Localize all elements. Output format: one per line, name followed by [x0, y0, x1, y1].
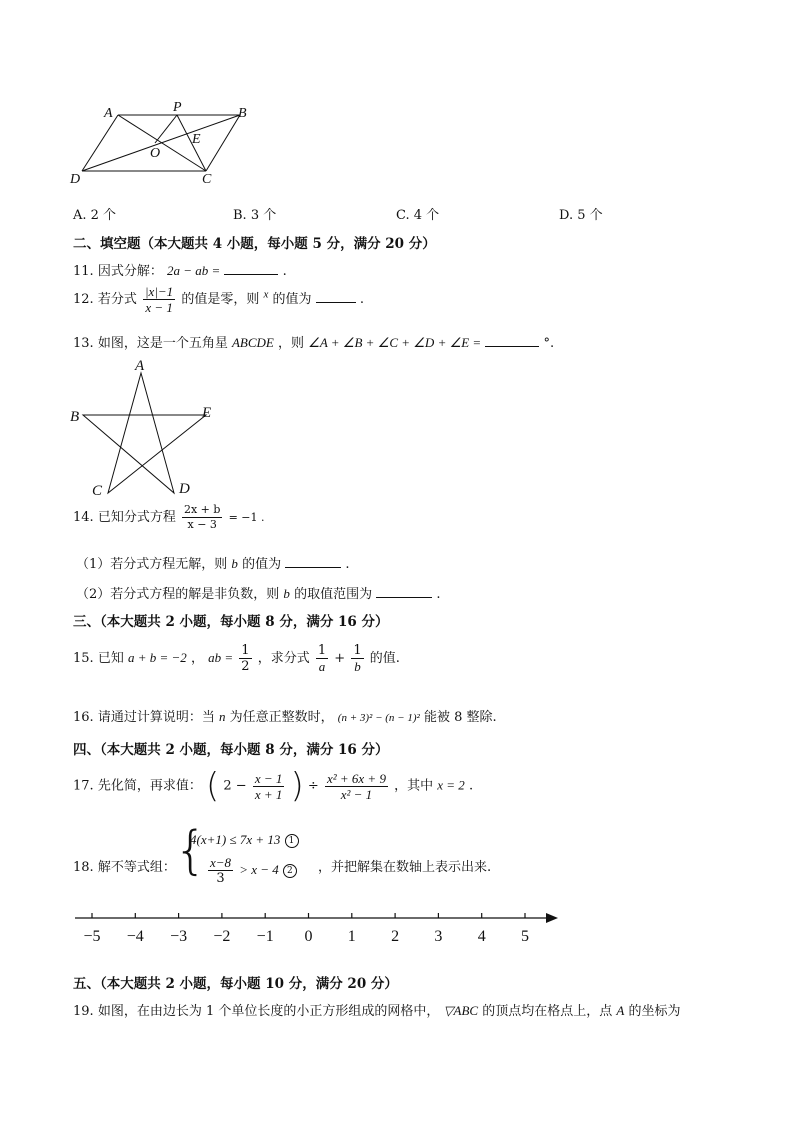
q14-sub2-var: b — [283, 586, 290, 601]
question-11 — [73, 260, 287, 279]
question-15 — [73, 643, 400, 674]
q15-expr1: a + b = −2 — [127, 650, 187, 665]
question-16 — [73, 706, 497, 725]
q14-sub1-pre: （1）若分式方程无解，则 — [76, 557, 228, 572]
q18-system-brace: { — [174, 821, 208, 881]
q14-fraction — [182, 503, 222, 532]
q18-fraction-numerator: x−8 — [210, 855, 232, 870]
question-13 — [73, 332, 554, 351]
number-line-arrow-icon — [546, 913, 558, 923]
star-label-d: D — [179, 481, 190, 497]
q15-half-numerator: 1 — [241, 643, 250, 658]
section-2-heading: 二、填空题（本大题共 4 小题，每小题 5 分，满分 20 分） — [73, 236, 436, 252]
choice-b: B. 3 个 — [233, 208, 277, 223]
star-label-a: A — [135, 358, 145, 374]
q14-sub1-end: . — [345, 557, 350, 572]
q17-post: ，其中 — [394, 778, 434, 794]
star-outline — [83, 373, 206, 493]
number-line-tick-label: −3 — [170, 928, 188, 945]
q17-two: 2 − — [223, 778, 247, 794]
q16-var: n — [218, 709, 226, 724]
number-line-tick-label: −1 — [256, 928, 274, 945]
question-14-part-2 — [76, 583, 441, 602]
q12-pre: 若分式 — [97, 292, 137, 307]
q14-sub1-post: 的值为 — [242, 557, 282, 572]
q11-number: 11. — [73, 264, 94, 279]
q13-mid: ，则 — [278, 336, 305, 351]
q16-pre: 请通过计算说明：当 — [97, 710, 215, 725]
q15-f2-denominator: a — [318, 659, 326, 674]
q14-sub1-answer-blank[interactable] — [285, 555, 341, 568]
q18-post: ，并把解集在数轴上表示出来. — [318, 860, 492, 875]
q12-fraction-denominator: x − 1 — [145, 300, 173, 315]
q14-sub1-var: b — [231, 556, 238, 571]
q17-condition: x = 2 — [437, 777, 465, 793]
section-4-heading: 四、（本大题共 2 小题，每小题 8 分，满分 16 分） — [73, 742, 389, 758]
q18-fraction-denominator: 3 — [216, 871, 225, 886]
q15-f3-denominator: b — [354, 659, 361, 674]
label-a: A — [104, 106, 113, 121]
q14-sub2-pre: （2）若分式方程的解是非负数，则 — [76, 587, 280, 602]
number-line-tick-label: 3 — [434, 928, 443, 945]
q12-mid: 的值是零，则 — [181, 292, 260, 307]
q16-number: 16. — [73, 710, 94, 725]
question-14 — [73, 503, 265, 532]
label-c: C — [202, 172, 212, 187]
q17-left-paren: ( — [205, 766, 220, 806]
q14-sub2-answer-blank[interactable] — [376, 585, 432, 598]
q14-rhs: = −1 . — [228, 511, 265, 524]
number-line-tick-label: 2 — [391, 928, 400, 945]
number-line-tick-label: −2 — [213, 928, 231, 945]
q19-text-2: 的顶点均在格点上，点 — [482, 1004, 613, 1019]
q13-number: 13. — [73, 336, 94, 351]
diag-bd — [82, 115, 240, 171]
q14-sub2-end: . — [436, 587, 441, 602]
q19-point-a: A — [616, 1003, 625, 1018]
star-label-e: E — [202, 405, 212, 421]
q18-inequality-1 — [190, 832, 299, 848]
choice-c: C. 4 个 — [396, 208, 440, 223]
q17-f2-denominator: x² − 1 — [340, 786, 373, 802]
q17-f1-numerator: x − 1 — [254, 770, 283, 786]
q18-inequality-2 — [206, 855, 297, 886]
q18-line2: > x − 4 — [239, 862, 279, 877]
q11-expr: 2a − ab = — [166, 263, 221, 278]
q18-mark-1: 1 — [285, 834, 299, 848]
choice-a: A. 2 个 — [73, 208, 117, 223]
label-d: D — [70, 172, 81, 187]
q18-fraction — [208, 855, 233, 886]
q11-end: . — [282, 264, 287, 279]
q12-post: 的值为 — [272, 292, 312, 307]
q17-fraction-1 — [253, 771, 285, 802]
q19-triangle: ▽ABC — [443, 1003, 479, 1018]
q12-fraction-numerator: |x|−1 — [144, 284, 174, 299]
q15-fraction-half — [239, 643, 251, 674]
q16-mid: 为任意正整数时， — [229, 710, 334, 725]
question-17 — [73, 766, 474, 806]
q17-fraction-2 — [325, 771, 388, 802]
q17-divide: ÷ — [307, 778, 319, 794]
q12-var: x — [263, 288, 269, 301]
q17-end: . — [468, 778, 474, 794]
q19-number: 19. — [73, 1004, 94, 1019]
q12-fraction — [143, 284, 175, 315]
q15-comma: ， — [190, 651, 204, 666]
q15-fraction-1-over-b — [351, 643, 363, 674]
q13-pre: 如图，这是一个五角星 — [97, 336, 228, 351]
star-label-b: B — [70, 409, 80, 425]
q19-text: 如图，在由边长为 1 个单位长度的小正方形组成的网格中， — [97, 1004, 440, 1019]
number-line-tick-label: −4 — [126, 928, 144, 945]
q15-fraction-1-over-a — [316, 643, 328, 674]
q18-mark-2: 2 — [283, 864, 297, 878]
q12-end: . — [359, 292, 364, 307]
label-b: B — [238, 106, 247, 121]
choice-d: D. 5 个 — [559, 208, 603, 223]
q15-expr2: ab = — [208, 650, 234, 665]
q14-sub2-post: 的取值范围为 — [294, 587, 373, 602]
question-14-part-1 — [76, 553, 350, 572]
q18-number-and-pre — [73, 856, 176, 875]
q13-answer-blank[interactable] — [485, 334, 539, 347]
q12-answer-blank[interactable] — [316, 290, 356, 303]
q17-right-paren: ) — [290, 766, 304, 806]
q14-fraction-denominator: x − 3 — [187, 518, 217, 531]
number-line-tick-label: 1 — [347, 928, 356, 945]
q18-line1: 4(x+1) ≤ 7x + 13 — [190, 832, 281, 847]
question-19 — [73, 1000, 680, 1019]
label-e: E — [192, 132, 201, 147]
label-p: P — [173, 100, 182, 115]
q13-expr: ∠A + ∠B + ∠C + ∠D + ∠E = — [308, 335, 482, 350]
q15-f2-numerator: 1 — [317, 643, 327, 658]
q13-end: °. — [543, 336, 555, 351]
q18-number: 18. — [73, 860, 94, 875]
number-line-tick-label: 5 — [521, 928, 529, 945]
edge-ad — [82, 115, 118, 171]
number-line-tick-label: 4 — [477, 928, 486, 945]
number-line-tick-label: 0 — [304, 928, 313, 945]
label-o: O — [150, 146, 161, 161]
q15-half-denominator: 2 — [241, 659, 250, 674]
q14-pre: 已知分式方程 — [97, 510, 176, 525]
q15-mid: ，求分式 — [257, 651, 310, 666]
section-5-heading: 五、（本大题共 2 小题，每小题 10 分，满分 20 分） — [73, 976, 398, 992]
q18-pre: 解不等式组： — [97, 860, 176, 875]
q16-expr: (n + 3)² − (n − 1)² — [337, 712, 420, 724]
q15-f3-numerator: 1 — [353, 643, 362, 658]
q16-post: 能被 8 整除. — [423, 710, 497, 725]
section-3-heading: 三、（本大题共 2 小题，每小题 8 分，满分 16 分） — [73, 614, 389, 630]
q17-pre: 先化简，再求值： — [97, 778, 202, 794]
q13-star-name: ABCDE — [231, 335, 274, 350]
q17-number: 17. — [73, 778, 94, 794]
q15-post: 的值. — [369, 651, 400, 666]
q15-number: 15. — [73, 651, 94, 666]
question-12 — [73, 284, 364, 315]
star-figure — [66, 355, 226, 500]
number-line — [70, 905, 570, 950]
q19-text-3: 的坐标为 — [628, 1004, 681, 1019]
parallelogram-figure — [60, 95, 260, 190]
q12-number: 12. — [73, 292, 94, 307]
q14-fraction-numerator: 2x + b — [183, 503, 221, 516]
edge-bc — [206, 115, 240, 171]
star-label-c: C — [92, 483, 103, 499]
q11-answer-blank[interactable] — [224, 262, 278, 275]
q15-plus: + — [334, 651, 346, 666]
q17-f1-denominator: x + 1 — [254, 786, 283, 802]
q17-f2-numerator: x² + 6x + 9 — [326, 770, 386, 786]
q14-number: 14. — [73, 510, 94, 525]
number-line-tick-label: −5 — [83, 928, 101, 945]
q15-pre: 已知 — [97, 651, 124, 666]
q11-text: 因式分解： — [97, 264, 163, 279]
